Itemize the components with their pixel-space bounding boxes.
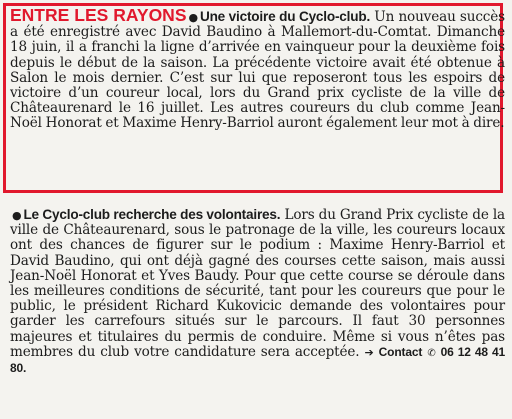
- phone-icon: ✆: [427, 347, 436, 359]
- section-rubric: ENTRE LES RAYONS: [10, 5, 187, 25]
- bullet-icon: ●: [12, 209, 22, 222]
- article-body: Lors du Grand Prix cycliste de la ville de Châteaurenard, sous le patronage de la ville, les coureurs locaux ont des chances de figurer sur le podium : Maxime Henry-Barriol et David Baudino, qui ont déjà gagné des courses cette saison, mais aussi Jean-Noël Honorat et Yves Baudy. Pour que cette course se déroule dans les meilleures conditions de sécurité, tant pour les coureurs que pour le public, le président Richard Kukovicic demande des volontaires pour garder les carrefours situés sur le parcours. Il faut 30 personnes majeures et titulaires du permis de conduire. Même si vous n’êtes pas membres du club votre candidature sera acceptée.: [10, 207, 505, 360]
- article-body: Un nouveau succès a été enregistré avec David Baudino à Mallemort-du-Comtat. Dimanche 18 juin, il a franchi la ligne d’arrivée en vainqueur pour la deuxième fois depuis le début de la saison. La précédente victoire avait été obtenue à Salon le mois dernier. C’est sur lui que reposeront tous les espoirs de victoire d’un coureur local, lors du Grand prix cycliste de la ville de Châteaurenard le 16 juillet. Les autres coureurs du club comme Jean-Noël Honorat et Maxime Henry-Barriol auront également leur mot à dire.: [10, 9, 505, 132]
- arrow-icon: ➔: [364, 345, 374, 359]
- article-headline: Le Cyclo-club recherche des volontaires.: [23, 207, 281, 222]
- article-cyclo-club-victory: [10, 5, 505, 132]
- contact-phone: 06 12 48 41 80.: [10, 344, 506, 376]
- bullet-icon: ●: [188, 11, 198, 24]
- article-volunteers: [10, 207, 505, 376]
- article-headline: Une victoire du Cyclo-club.: [199, 9, 371, 24]
- contact-label: Contact: [378, 344, 423, 359]
